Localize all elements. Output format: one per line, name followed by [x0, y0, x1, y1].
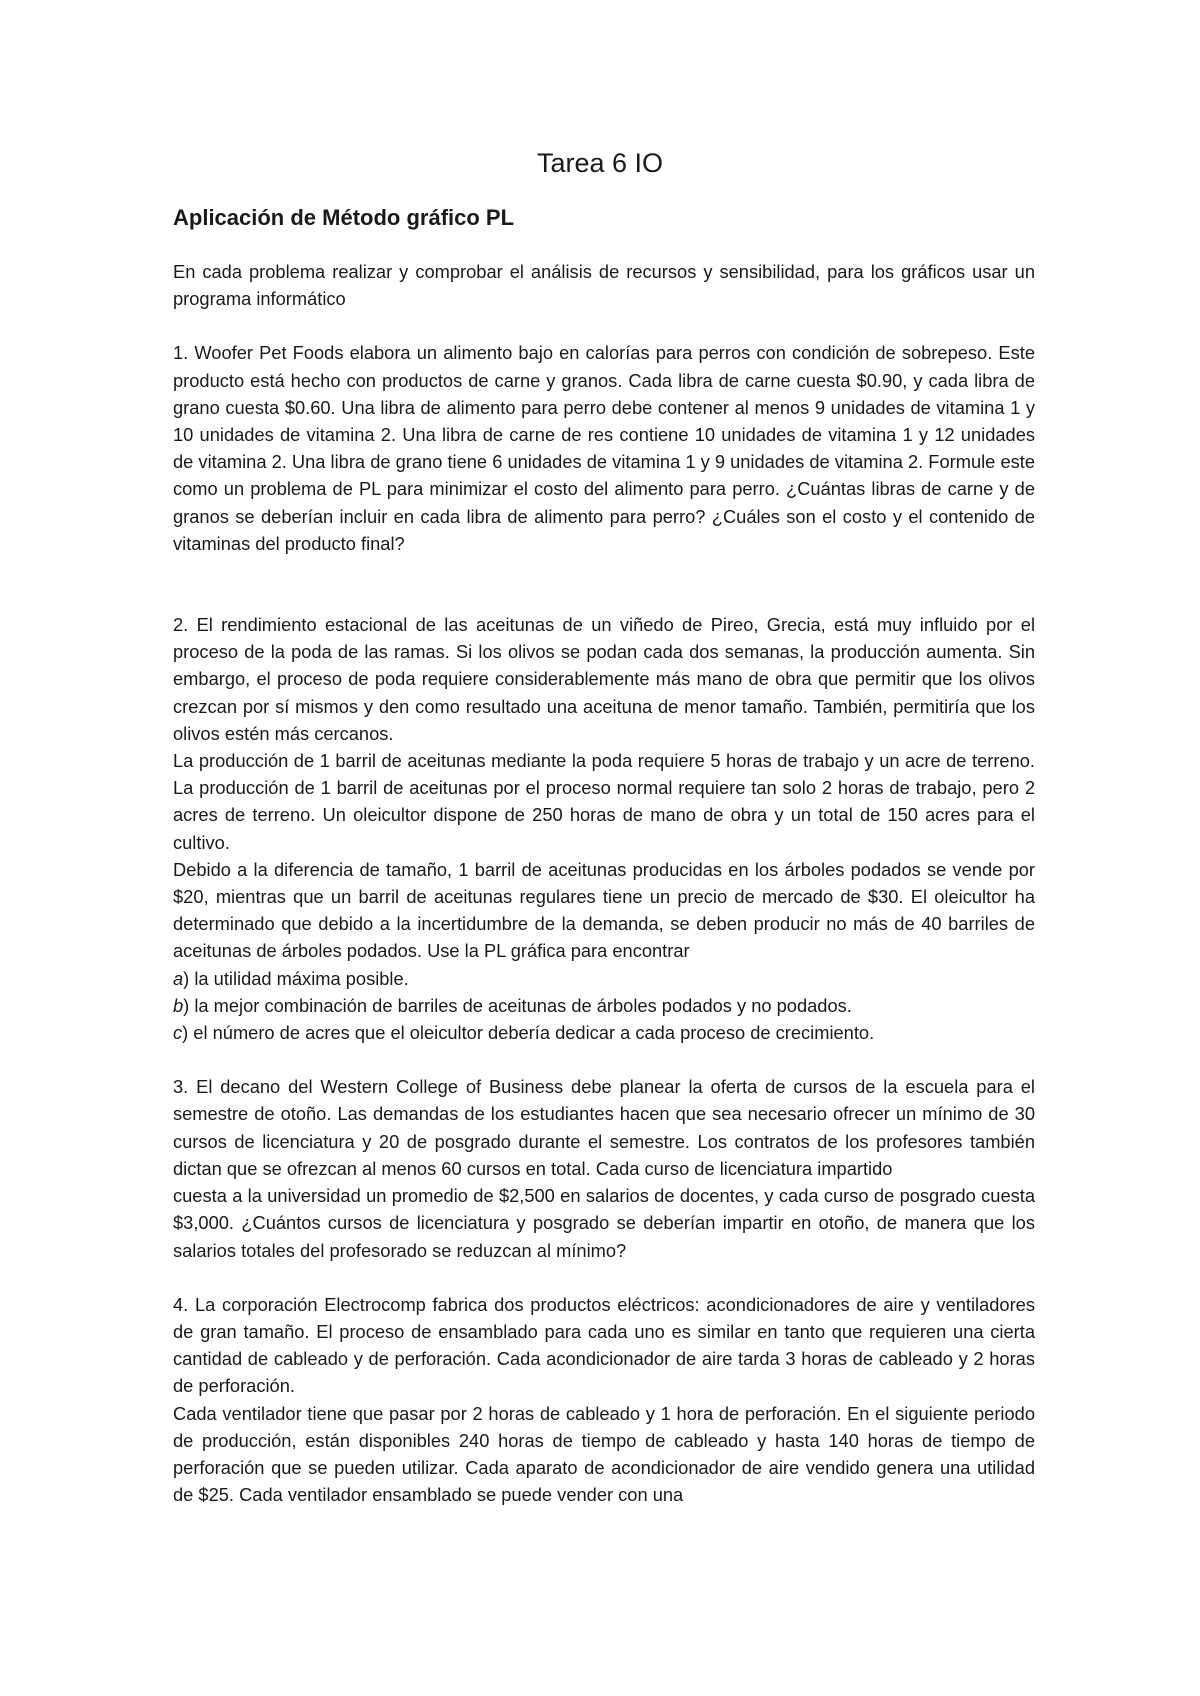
problem-3-paragraph-1: 3. El decano del Western College of Business debe planear la oferta de cursos de la escuela para el semestre de otoño. Las demandas de los estudiantes hacen que sea necesario ofrecer un mínimo de 30 cursos de licenciatura y 20 de posgrado durante el semestre. Los contratos de los profesores también dictan que se ofrezcan al menos 60 cursos en total. Cada curso de licenciatura impartido — [173, 1076, 1035, 1179]
option-a-label: a — [173, 967, 184, 989]
intro-paragraph: En cada problema realizar y comprobar el análisis de recursos y sensibilidad, para los gráficos usar un programa informático — [173, 261, 1035, 310]
problem-4-paragraph-1: 4. La corporación Electrocomp fabrica dos productos eléctricos: acondicionadores de aire y ventiladores de gran tamaño. El proceso de ensamblado para cada uno es similar en tanto que requieren una cierta cantidad de cableado y de perforación. Cada acondicionador de aire tarda 3 horas de cableado y 2 horas de perforación. — [173, 1293, 1035, 1397]
option-c-text: ) el número de acres que el oleicultor debería dedicar a cada proceso de crecimiento. — [182, 1022, 875, 1044]
problem-2-option-a — [173, 965, 1035, 992]
problem-1-paragraph: 1. Woofer Pet Foods elabora un alimento bajo en calorías para perros con condición de sobrepeso. Este producto está hecho con productos de carne y granos. Cada libra de carne cuesta $0.90, y cada libra de grano cuesta $0.60. Una libra de alimento para perro debe contener al menos 9 unidades de vitamina 1 y 10 unidades de vitamina 2. Una libra de carne de res contiene 10 unidades de vitamina 1 y 12 unidades de vitamina 2. Una libra de grano tiene 6 unidades de vitamina 1 y 9 unidades de vitamina 2. Formule este como un problema de PL para minimizar el costo del alimento para perro. ¿Cuántas libras de carne y de granos se deberían incluir en cada libra de alimento para perro? ¿Cuáles son el costo y el contenido de vitaminas del producto final? — [173, 342, 1035, 554]
option-b-label: b — [173, 994, 184, 1016]
document-title-text: Tarea 6 IO — [536, 148, 664, 178]
problem-2-paragraph-2: La producción de 1 barril de aceitunas mediante la poda requiere 5 horas de trabajo y un acre de terreno. La producción de 1 barril de aceitunas por el proceso normal requiere tan solo 2 horas de trabajo, pero 2 acres de terreno. Un oleicultor dispone de 250 horas de mano de obra y un total de 150 acres para el cultivo. — [173, 750, 1035, 853]
option-b-text: ) la mejor combinación de barriles de aceitunas de árboles podados y no podados. — [183, 994, 852, 1016]
option-a-text: ) la utilidad máxima posible. — [183, 967, 409, 989]
problem-4-paragraph-2: Cada ventilador tiene que pasar por 2 horas de cableado y 1 hora de perforación. En el siguiente periodo de producción, están disponibles 240 horas de tiempo de cableado y hasta 140 horas de tiempo de perforación que se pueden utilizar. Cada aparato de acondicionador de aire vendido genera una utilidad de $25. Cada ventilador ensamblado se puede vender con una — [173, 1402, 1035, 1506]
section-heading: Aplicación de Método gráfico PL — [173, 205, 515, 230]
problem-2-paragraph-3: Debido a la diferencia de tamaño, 1 barril de aceitunas producidas en los árboles podados se vende por $20, mientras que un barril de aceitunas regulares tiene un precio de mercado de $30. El oleicultor ha determinado que debido a la incertidumbre de la demanda, se deben producir no más de 40 barriles de aceitunas de árboles podados. Use la PL gráfica para encontrar — [173, 858, 1035, 962]
problem-2-option-c — [173, 1019, 1035, 1046]
document-title — [0, 148, 1200, 179]
problem-2-paragraph-1: 2. El rendimiento estacional de las aceitunas de un viñedo de Pireo, Grecia, está muy influido por el proceso de la poda de las ramas. Si los olivos se podan cada dos semanas, la producción aumenta. Sin embargo, el proceso de poda requiere considerablemente más mano de obra que permitir que los olivos crezcan por sí mismos y den como resultado una aceituna de menor tamaño. También, permitiría que los olivos estén más cercanos. — [173, 614, 1035, 744]
problem-3-paragraph-2: cuesta a la universidad un promedio de $2,500 en salarios de docentes, y cada curso de posgrado cuesta $3,000. ¿Cuántos cursos de licenciatura y posgrado se deberían impartir en otoño, de manera que los salarios totales del profesorado se reduzcan al mínimo? — [173, 1185, 1035, 1261]
problem-2-option-b — [173, 992, 1035, 1019]
option-c-label: c — [173, 1022, 183, 1044]
document-body — [173, 258, 1035, 1508]
